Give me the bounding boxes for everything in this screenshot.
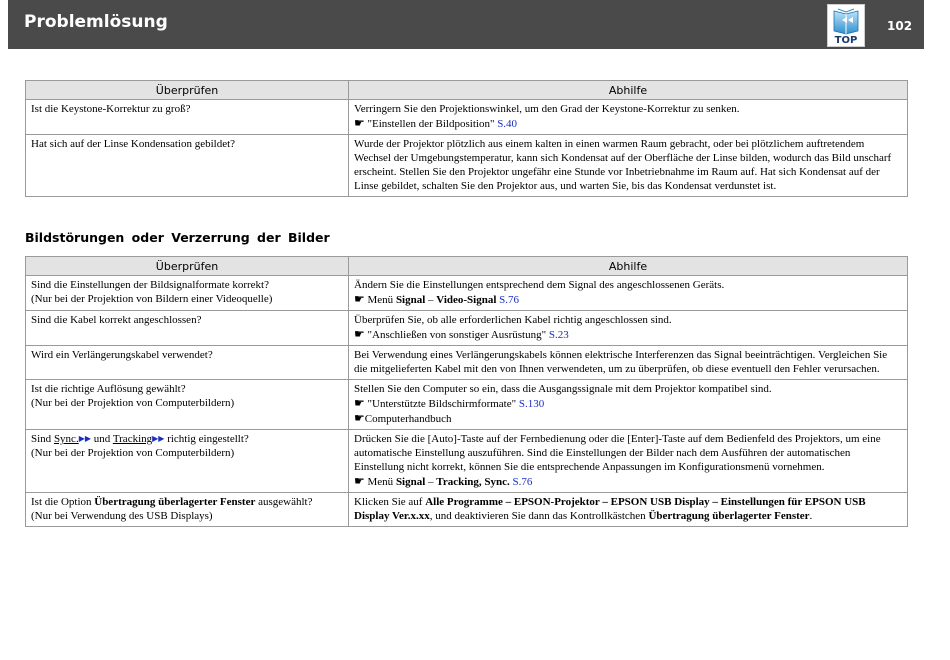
column-header-remedy: Abhilfe	[349, 257, 908, 276]
option-name: Übertragung überlagerter Fenster	[94, 496, 256, 508]
check-text: Sind	[31, 433, 52, 445]
check-text: und	[93, 433, 111, 445]
table-header-row	[26, 81, 908, 100]
table-row	[26, 100, 908, 135]
remedy-text: .	[809, 510, 813, 522]
check-cell: Sind die Kabel korrekt angeschlossen?	[26, 311, 349, 346]
column-header-check: Überprüfen	[26, 257, 349, 276]
menu-item: Signal	[395, 476, 426, 488]
page-link[interactable]: S.130	[518, 398, 545, 410]
check-cell	[26, 276, 349, 311]
check-cell	[26, 380, 349, 430]
check-text: ausgewählt?	[258, 496, 313, 508]
top-book-icon	[828, 5, 864, 35]
remedy-cell	[349, 100, 908, 135]
page-link[interactable]: S.23	[548, 329, 569, 341]
check-text: Ist die richtige Auflösung gewählt?	[31, 383, 186, 395]
check-cell: Wird ein Verlängerungskabel verwendet?	[26, 346, 349, 380]
remedy-cell: Wurde der Projektor plötzlich aus einem kalten in einen warmen Raum gebracht, oder bei plötzlichem auftretendem Wechsel der Umgebungstemperatur, kann sich Kondensat auf der Oberfläche der Linse bilden, wodurch das Bild unscharf erscheint. Stellen Sie den Projektor ungefähr eine Stunde vor Inbetriebnahme im Raum auf. Hat sich Kondensat auf der Linse gebildet, schalten Sie den Projektor aus, und warten Sie, bis das Kondensat verdunstet ist.	[349, 135, 908, 197]
remedy-cell	[349, 493, 908, 527]
top-button[interactable]	[827, 4, 865, 47]
menu-word: Menü	[367, 294, 394, 306]
table-row	[26, 311, 908, 346]
check-cell	[26, 493, 349, 527]
check-text: richtig eingestellt?	[167, 433, 249, 445]
column-header-check: Überprüfen	[26, 81, 349, 100]
check-text: Ist die Option	[31, 496, 92, 508]
remedy-text: Drücken Sie die [Auto]-Taste auf der Fernbedienung oder die [Enter]-Taste auf dem Bedienfeld des Projektors, um eine automatische Einstellung auszuführen. Sind die Einstellungen der Bilder nach dem Ausführen der automatischen Einstellung nicht korrekt, können Sie die entsprechende Anpassungen im Konfigurationsmenü vornehmen.	[354, 433, 881, 473]
remedy-cell	[349, 380, 908, 430]
menu-item: Signal	[395, 294, 426, 306]
page-title: Problemlösung	[24, 12, 168, 32]
page-header	[8, 0, 924, 49]
remedy-cell: Bei Verwendung eines Verlängerungskabels können elektrische Interferenzen das Signal beeinträchtigen. Vergleichen Sie die mitgelieferten Kabel mit den von Ihnen verwendeten, um zu überprüfen, ob diese eventuell den Fehler verursachen.	[349, 346, 908, 380]
page-number: 102	[887, 19, 913, 33]
check-text: Sind die Einstellungen der Bildsignalformate korrekt?	[31, 279, 269, 291]
pointing-hand-icon: ☛	[354, 327, 365, 341]
check-cell: Ist die Keystone-Korrektur zu groß?	[26, 100, 349, 135]
glossary-link-tracking[interactable]: Tracking	[112, 433, 153, 445]
check-note: (Nur bei Verwendung des USB Displays)	[31, 510, 213, 522]
remedy-text: Klicken Sie auf	[354, 496, 423, 508]
table-header-row	[26, 257, 908, 276]
table-row	[26, 276, 908, 311]
pointing-hand-icon: ☛	[354, 474, 365, 488]
reference-text: "Einstellen der Bildposition"	[367, 118, 495, 130]
remedy-cell	[349, 311, 908, 346]
check-cell	[26, 430, 349, 493]
program-path: Alle Programme – EPSON-Projektor – EPSON USB Display – Einstellungen für EPSON USB Display Ver.x.xx	[354, 496, 866, 522]
check-note: (Nur bei der Projektion von Bildern einer Videoquelle)	[31, 293, 273, 305]
separator: –	[428, 294, 434, 306]
check-note: (Nur bei der Projektion von Computerbildern)	[31, 447, 235, 459]
option-name: Übertragung überlagerter Fenster	[648, 510, 810, 522]
pointing-hand-icon: ☛	[354, 116, 365, 130]
remedy-text: Stellen Sie den Computer so ein, dass die Ausgangssignale mit dem Projektor kompatibel sind.	[354, 383, 772, 395]
check-cell: Hat sich auf der Linse Kondensation gebildet?	[26, 135, 349, 197]
column-header-remedy: Abhilfe	[349, 81, 908, 100]
double-arrow-icon: ▶▶	[78, 434, 91, 443]
pointing-hand-icon: ☛	[354, 396, 365, 410]
check-note: (Nur bei der Projektion von Computerbildern)	[31, 397, 235, 409]
table-row	[26, 430, 908, 493]
table-row	[26, 380, 908, 430]
table-row	[26, 135, 908, 197]
menu-item: Video-Signal	[436, 294, 497, 306]
checks-table-2	[25, 256, 908, 527]
table-row	[26, 346, 908, 380]
remedy-text: Ändern Sie die Einstellungen entsprechend dem Signal des angeschlossenen Geräts.	[354, 279, 725, 291]
remedy-text: , und deaktivieren Sie dann das Kontrollkästchen	[429, 510, 646, 522]
section-title: Bildstörungen oder Verzerrung der Bilder	[25, 230, 330, 245]
double-arrow-icon: ▶▶	[152, 434, 165, 443]
page-link[interactable]: S.76	[499, 294, 520, 306]
reference-text: "Unterstützte Bildschirmformate"	[367, 398, 517, 410]
remedy-text: Verringern Sie den Projektionswinkel, um den Grad der Keystone-Korrektur zu senken.	[354, 103, 740, 115]
table-row	[26, 493, 908, 527]
menu-word: Menü	[367, 476, 394, 488]
remedy-cell	[349, 430, 908, 493]
pointing-hand-icon: ☛	[354, 292, 365, 306]
page-link[interactable]: S.40	[497, 118, 518, 130]
checks-table-1	[25, 80, 908, 197]
remedy-cell	[349, 276, 908, 311]
reference-text: Computerhandbuch	[364, 413, 452, 425]
menu-item: Tracking, Sync.	[436, 476, 510, 488]
glossary-link-sync[interactable]: Sync.	[53, 433, 79, 445]
top-label: TOP	[834, 35, 858, 46]
page-link[interactable]: S.76	[512, 476, 533, 488]
remedy-text: Überprüfen Sie, ob alle erforderlichen Kabel richtig angeschlossen sind.	[354, 314, 672, 326]
reference-text: "Anschließen von sonstiger Ausrüstung"	[367, 329, 547, 341]
separator: –	[428, 476, 434, 488]
pointing-hand-icon: ☛	[354, 411, 365, 425]
